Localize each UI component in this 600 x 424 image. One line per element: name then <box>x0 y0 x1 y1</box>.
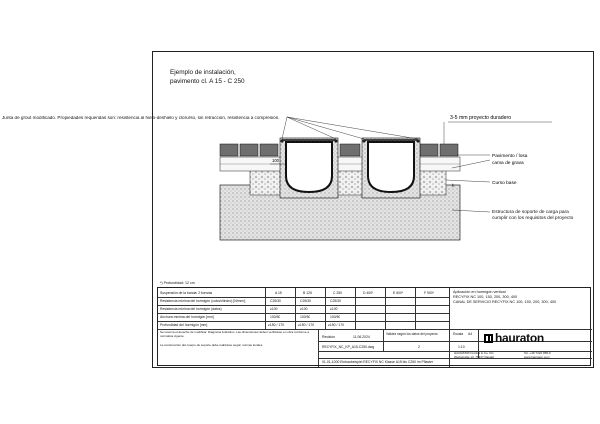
class-f900: F 900* <box>424 291 434 295</box>
cell-r5-a: ≥150 / 170 <box>268 323 285 327</box>
dim-100-label: 100 <box>272 158 279 163</box>
cell-r2-c: C25/30 <box>330 299 341 303</box>
row4-label: Anchura mínima del hormigón [mm] <box>160 315 214 319</box>
product-line-1: Aplicación en hormigón vertical <box>453 290 506 294</box>
company-address <box>454 352 514 360</box>
website: www.hauraton.com <box>524 354 550 359</box>
format: A4 <box>468 332 473 336</box>
drawing-title <box>170 68 245 86</box>
cell-r5-b: ≥150 / 170 <box>298 323 315 327</box>
header-left: Suspensión de la banda: 2 fuerzas <box>160 291 213 295</box>
address-line-1: HAURATON GmbH & Co. KG <box>454 351 494 355</box>
legal-note: Se reserva el derecho de modificar. Diagrama indicativo. Las dimensiones deben verificarse en obra conforme a normativa vigente. <box>160 330 310 338</box>
row5-label: Profundidad del hormigón [mm] <box>160 323 208 327</box>
class-d400: D 400* <box>363 291 374 295</box>
title-line-2: pavimento cl. A 15 - C 250 <box>170 78 245 85</box>
grout-note: Junta de grout modificado. Propiedades requeridas son: resistencia al hielo-deshielo y clorurso, sin retracción, resistencia a compresión. <box>2 116 280 120</box>
cell-r3-a: ≥100 <box>270 307 278 311</box>
label-support: Estructura de soporte de carga para cumplir con los requisitos del proyecto <box>492 210 574 222</box>
logo-mark-icon <box>484 334 493 343</box>
class-e600: E 600* <box>393 291 404 295</box>
hauraton-logo <box>484 332 544 344</box>
cell-r4-a: 100/50 <box>270 315 281 319</box>
cell-r5-c: ≥150 / 170 <box>328 323 345 327</box>
class-a15: A 15 <box>275 291 282 295</box>
drawing-number: RECYFIX_NC_KP_A15-C250.dwg <box>322 345 375 349</box>
title-line-1: Ejemplo de instalación, <box>170 69 236 76</box>
cell-r2-b: C25/30 <box>300 299 311 303</box>
revision-label: Revisión <box>322 335 336 339</box>
sheet-number: 2 <box>418 345 420 349</box>
class-c250: C 250 <box>333 291 343 295</box>
product-line-2: RECYFIX NC 100, 150, 200, 300, 400 <box>453 295 518 299</box>
validity: Validez según los datos del proyecto <box>386 332 438 336</box>
label-gravel: cama de grava <box>492 161 524 166</box>
cell-r3-b: ≥100 <box>300 307 308 311</box>
row3-label: Resistencia mínima del hormigón (datos) <box>160 307 222 311</box>
dim-h-label: h <box>452 183 455 188</box>
note-2: La construcción del cuerpo de soporte debe realizarse según normas locales. <box>160 343 264 347</box>
cell-r2-a: C25/30 <box>270 299 281 303</box>
cell-r3-c: ≥100 <box>330 307 338 311</box>
label-gap: 3-5 mm proyecto duradero <box>450 115 512 121</box>
class-b125: B 125 <box>303 291 312 295</box>
paving-stones <box>220 144 458 156</box>
address-line-2: Werkstraße 13, 76437 Rastatt <box>454 354 494 359</box>
cell-r4-b: 100/50 <box>300 315 311 319</box>
label-paving: Pavimento / losa <box>492 154 528 159</box>
footnote: *) Profundidad: 12 cm <box>160 281 195 285</box>
drawing-title-code: 01-01-1000 Einbaubeispiel RECYFIX NC Klasse A15 bis C250 im Pflaster <box>322 360 434 364</box>
scale-label: Escala <box>453 332 464 336</box>
company-name: hauraton <box>495 331 544 345</box>
label-base: Curso base <box>492 181 517 186</box>
phone: Tel. +49 7222 958-0 <box>524 351 551 355</box>
row2-label: Resistencia mínima del hormigón (cubo/cilindro) [N/mm²] <box>160 299 246 303</box>
channel-left <box>280 138 338 198</box>
date: 11.06.2024 <box>353 335 370 339</box>
channel-right <box>362 138 420 198</box>
product-line-3: CANAL DE SERVICIO RECYFIX NC 100, 150, 200, 300, 400 <box>453 300 557 304</box>
installation-drawing <box>152 100 594 280</box>
title-block <box>157 287 591 366</box>
product-description <box>453 290 590 305</box>
company-contact <box>524 352 590 360</box>
cell-r4-c: 100/50 <box>330 315 341 319</box>
scale-value: 1:10 <box>458 345 465 349</box>
